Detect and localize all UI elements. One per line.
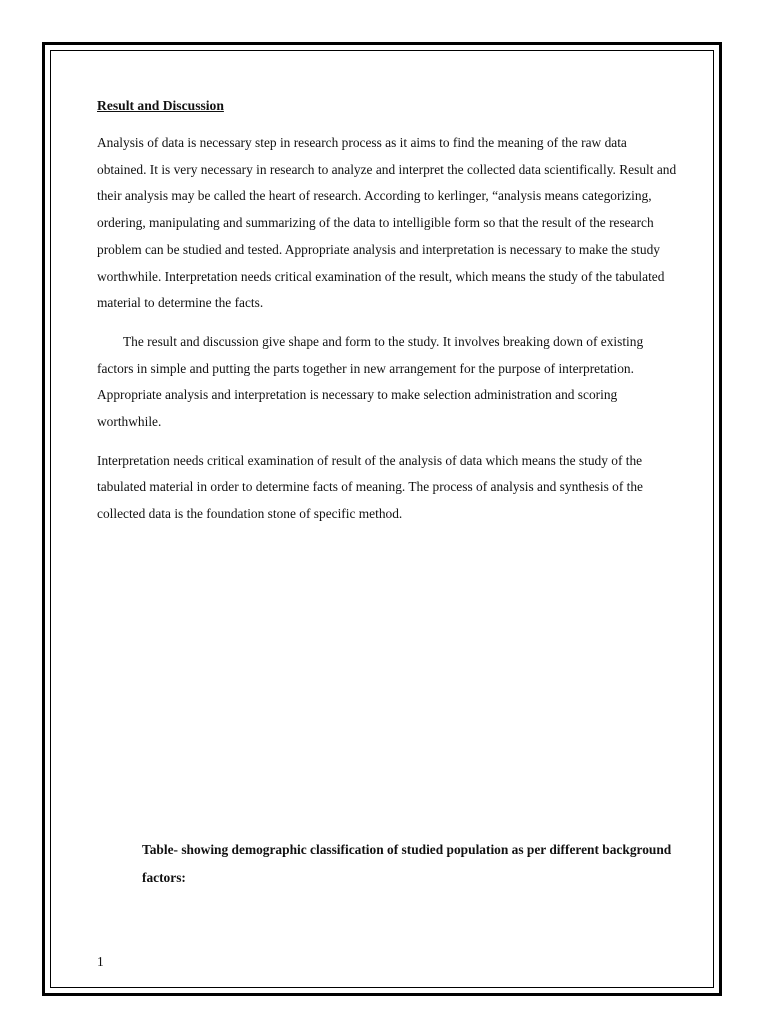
paragraph-1: Analysis of data is necessary step in research process as it aims to find the meaning of the raw data obtained. It is very necessary in research to analyze and interpret the collected data scientifically. Result and their analysis may be called the heart of research. According to kerlinger, “analysis means categorizing, ordering, manipulating and summarizing of the data to intelligible form so that the result of the research problem can be studied and tested. Appropriate analysis and interpretation is necessary to make the study worthwhile. Interpretation needs critical examination of the result, which means the study of the tabulated material to determine the facts. xyxy=(97,135,677,311)
section-heading: Result and Discussion xyxy=(97,98,224,113)
document-body xyxy=(97,96,677,540)
page-number: 1 xyxy=(97,954,104,969)
table-caption: Table- showing demographic classification of studied population as per different background factors: xyxy=(142,842,672,886)
paragraph-3: Interpretation needs critical examination of result of the analysis of data which means the study of the tabulated material in order to determine facts of meaning. The process of analysis and synthesis of the collected data is the foundation stone of specific method. xyxy=(97,452,643,522)
paragraph-2: The result and discussion give shape and form to the study. It involves breaking down of existing factors in simple and putting the parts together in new arrangement for the purpose of interpretation. Appropriate analysis and interpretation is necessary to make selection administration and scoring worthwhile. xyxy=(97,333,644,430)
